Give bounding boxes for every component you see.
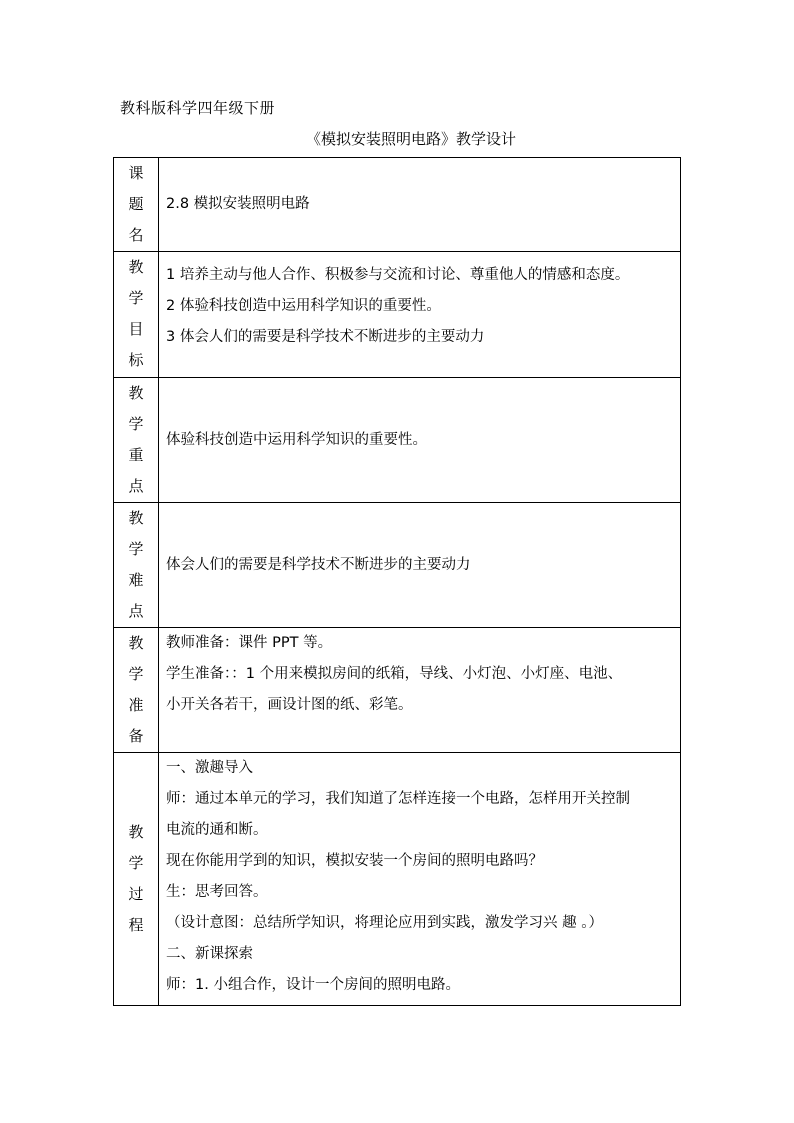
label-char: 程 bbox=[128, 916, 144, 934]
lesson-plan-table bbox=[113, 157, 681, 1006]
label-char: 准 bbox=[128, 696, 144, 714]
table-row bbox=[114, 158, 681, 252]
label-char: 目 bbox=[128, 320, 144, 338]
row-content-topic bbox=[159, 158, 681, 252]
table-row bbox=[114, 503, 681, 628]
label-char: 重 bbox=[128, 446, 144, 464]
content-line: 3 体会人们的需要是科学技术不断进步的主要动力 bbox=[166, 329, 485, 345]
content-line: 1 培养主动与他人合作、积极参与交流和讨论、尊重他人的情感和态度。 bbox=[166, 267, 630, 283]
table-row bbox=[114, 753, 681, 1006]
content-line: （设计意图：总结所学知识，将理论应用到实践，激发学习兴 趣 。） bbox=[166, 915, 603, 931]
row-content-difficulties bbox=[159, 503, 681, 628]
row-content-objectives bbox=[159, 252, 681, 378]
content-line: 一、激趣导入 bbox=[166, 760, 253, 776]
table-row bbox=[114, 378, 681, 503]
label-char: 教 bbox=[128, 823, 144, 841]
row-label-topic bbox=[114, 158, 159, 252]
document-subtitle: 教科版科学四年级下册 bbox=[120, 99, 276, 117]
label-char: 标 bbox=[128, 351, 144, 369]
content-line: 现在你能用学到的知识，模拟安装一个房间的照明电路吗？ bbox=[166, 853, 543, 869]
content-line: 学生准备：：1 个用来模拟房间的纸箱，导线、小灯泡、小灯座、电池、 bbox=[166, 666, 623, 682]
label-char: 教 bbox=[128, 509, 144, 527]
content-line: 小开关各若干，画设计图的纸、彩笔。 bbox=[166, 697, 413, 713]
row-content-process bbox=[159, 753, 681, 1006]
content-line: 师：1. 小组合作，设计一个房间的照明电路。 bbox=[166, 977, 460, 993]
label-char: 课 bbox=[128, 164, 144, 182]
label-char: 学 bbox=[128, 289, 144, 307]
label-char: 名 bbox=[128, 226, 144, 244]
content-line: 生：思考回答。 bbox=[166, 884, 268, 900]
content-line: 二、新课探索 bbox=[166, 946, 253, 962]
label-char: 点 bbox=[128, 477, 144, 495]
content-line: 师：通过本单元的学习，我们知道了怎样连接一个电路，怎样用开关控制 bbox=[166, 791, 630, 807]
content-line: 2.8 模拟安装照明电路 bbox=[166, 196, 310, 212]
label-char: 题 bbox=[128, 195, 144, 213]
table-row bbox=[114, 252, 681, 378]
label-char: 学 bbox=[128, 854, 144, 872]
content-line: 体会人们的需要是科学技术不断进步的主要动力 bbox=[166, 556, 471, 573]
row-content-preparation bbox=[159, 628, 681, 753]
label-char: 点 bbox=[128, 602, 144, 620]
row-label-difficulties bbox=[114, 503, 159, 628]
label-char: 学 bbox=[128, 665, 144, 683]
label-char: 学 bbox=[128, 415, 144, 433]
label-char: 教 bbox=[128, 634, 144, 652]
row-label-objectives bbox=[114, 252, 159, 378]
row-label-preparation bbox=[114, 628, 159, 753]
row-content-key-points bbox=[159, 378, 681, 503]
row-label-process bbox=[114, 753, 159, 1006]
label-char: 教 bbox=[128, 258, 144, 276]
label-char: 学 bbox=[128, 540, 144, 558]
label-char: 过 bbox=[128, 885, 144, 903]
row-label-key-points bbox=[114, 378, 159, 503]
document-title: 《模拟安装照明电路》教学设计 bbox=[305, 130, 516, 148]
label-char: 教 bbox=[128, 384, 144, 402]
label-char: 难 bbox=[128, 571, 144, 589]
content-line: 电流的通和断。 bbox=[166, 822, 268, 838]
content-line: 2 体验科技创造中运用科学知识的重要性。 bbox=[166, 298, 441, 314]
table-row bbox=[114, 628, 681, 753]
label-char: 备 bbox=[128, 727, 144, 745]
content-line: 教师准备：课件 PPT 等。 bbox=[166, 635, 333, 651]
content-line: 体验科技创造中运用科学知识的重要性。 bbox=[166, 431, 427, 448]
